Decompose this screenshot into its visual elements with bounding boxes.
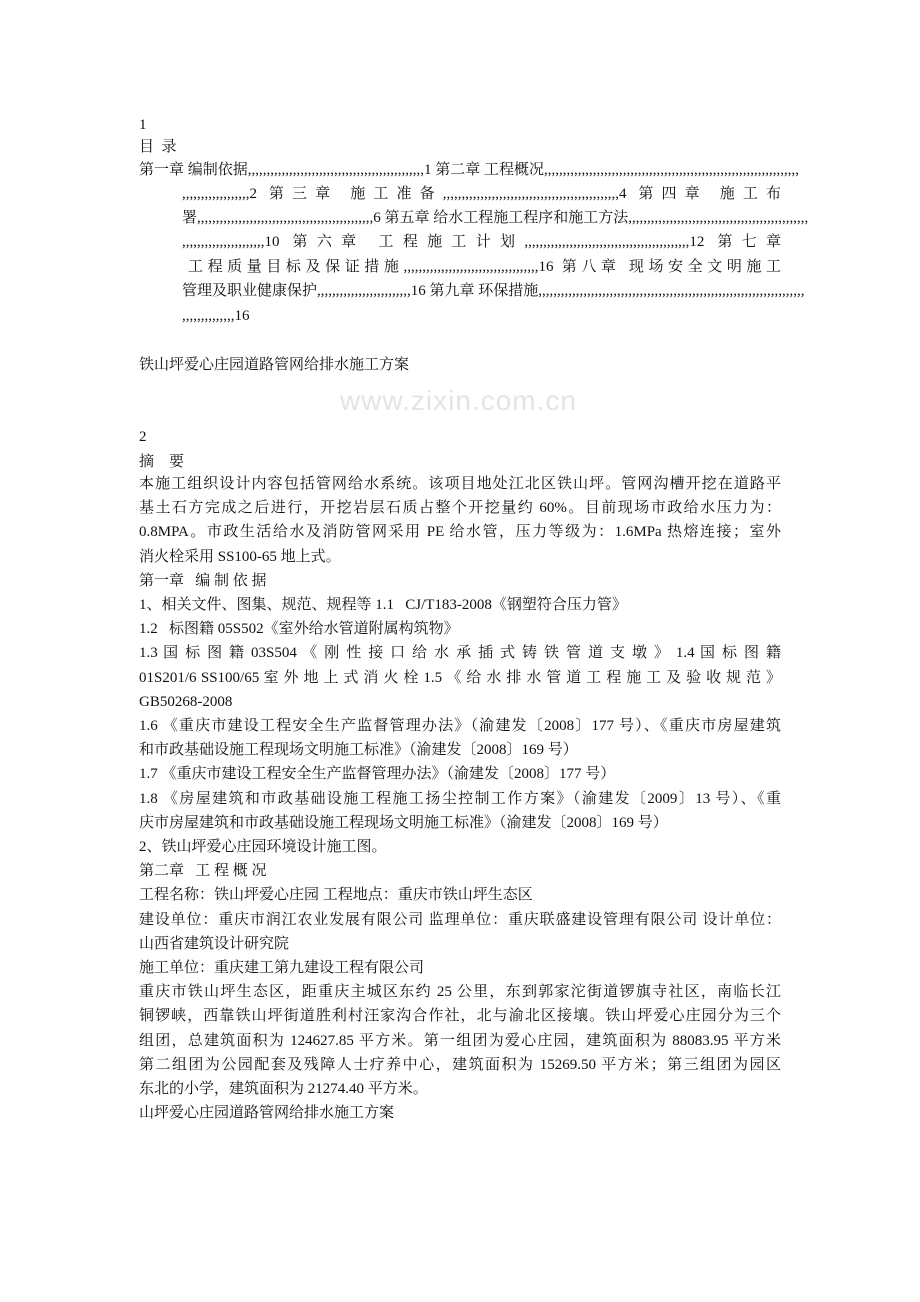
toc-line: 署,,,,,,,,,,,,,,,,,,,,,,,,,,,,,,,,,,,,,,,,,,,,,,,6 第五章 给水工程施工程序和施工方法,,,,,,,,,,,,,,,,,,,,,,,,,,,,,,,,,,,,,,,,,,,,,,,, <box>182 210 809 226</box>
body-line: 本施工组织设计内容包括管网给水系统。该项目地处江北区铁山坪。管网沟槽开挖在道路平 <box>139 476 781 492</box>
toc-line: 第一章 编制依据,,,,,,,,,,,,,,,,,,,,,,,,,,,,,,,,,,,,,,,,,,,,,,,1 第二章 工程概况,,,,,,,,,,,,,,,,,,,,,,,,,,,,,,,,,,,,,,,,,,,,,,,,,,,,,,,,,,,,,,,,,,,, <box>139 162 800 178</box>
body-line: 工程名称：铁山坪爱心庄园 工程地点：重庆市铁山坪生态区 <box>139 887 533 904</box>
body-line: 组团，总建筑面积为 124627.85 平方米。第一组团为爱心庄园，建筑面积为 88083.95 平方米 <box>139 1032 781 1049</box>
body-line: 施工单位：重庆建工第九建设工程有限公司 <box>139 960 425 976</box>
page-number: 1 <box>139 117 147 133</box>
body-line: 2、铁山坪爱心庄园环境设计施工图。 <box>139 839 387 855</box>
toc-line: ,,,,,,,,,,,,,,,,,,,,,,10 第六章 工程施工计划,,,,,,,,,,,,,,,,,,,,,,,,,,,,,,,,,,,,,,,,,,,,12 第七章 <box>182 234 781 250</box>
body-line: 和市政基础设施工程现场文明施工标准》（渝建发〔2008〕169 号） <box>139 742 578 759</box>
toc-line: ,,,,,,,,,,,,,,16 <box>182 308 250 324</box>
watermark: www.zixin.com.cn <box>340 385 577 416</box>
body-line: GB50268-2008 <box>139 693 233 710</box>
body-line: 1、相关文件、图集、规范、规程等 1.1 CJ/T183-2008《钢塑符合压力管》 <box>139 597 627 613</box>
body-line: 消火栓采用 SS100-65 地上式。 <box>139 548 341 565</box>
toc-line: ,,,,,,,,,,,,,,,,,,2 第三章 施工准备,,,,,,,,,,,,,,,,,,,,,,,,,,,,,,,,,,,,,,,,,,,,,,,4 第四章 施工布 <box>182 186 781 202</box>
abstract-heading: 摘 要 <box>139 454 185 470</box>
body-line: 重庆市铁山坪生态区，距重庆主城区东约 25 公里，东到郭家沱街道锣旗寺社区，南临长江 <box>139 984 781 1001</box>
body-line: 1.6 《重庆市建设工程安全生产监督管理办法》（渝建发〔2008〕177 号）、《重庆市房屋建筑 <box>139 718 781 734</box>
document-title: 铁山坪爱心庄园道路管网给排水施工方案 <box>139 357 410 373</box>
body-line: 基土石方完成之后进行，开挖岩层石质占整个开挖量约 60%。目前现场市政给水压力为： <box>139 500 781 517</box>
toc-line: 工程质量目标及保证措施,,,,,,,,,,,,,,,,,,,,,,,,,,,,,,,,,,,,16 第八章 现场安全文明施工 <box>188 259 781 275</box>
body-line: 01S201/6 SS100/65 室 外 地 上 式 消 火 栓 1.5 《 给 水 排 水 管 道 工 程 施 工 及 验 收 规 范 》 <box>139 669 781 686</box>
toc-heading: 目 录 <box>139 139 177 155</box>
body-line: 0.8MPA。市政生活给水及消防管网采用 PE 给水管，压力等级为：1.6MPa 热熔连接；室外 <box>139 524 781 541</box>
body-line: 1.8 《房屋建筑和市政基础设施工程施工扬尘控制工作方案》（渝建发〔2009〕13 号）、《重 <box>139 790 781 807</box>
toc-line: 管理及职业健康保护,,,,,,,,,,,,,,,,,,,,,,,,,16 第九章 环保措施,,,,,,,,,,,,,,,,,,,,,,,,,,,,,,,,,,,,,,,,,,,,,,,,,,,,,,,,,,,,,,,,,,,,,,, <box>182 283 805 299</box>
body-line: 山西省建筑设计研究院 <box>139 935 290 952</box>
body-line: 1.2 标图籍 05S502《室外给水管道附属构筑物》 <box>139 621 459 638</box>
body-line: 1.7 《重庆市建设工程安全生产监督管理办法》（渝建发〔2008〕177 号） <box>139 766 616 783</box>
body-line: 第二组团为公园配套及残障人士疗养中心，建筑面积为 15269.50 平方米；第三组团为园区 <box>139 1056 781 1073</box>
chapter-heading: 第二章 工 程 概 况 <box>139 863 267 880</box>
body-line: 1.3 国 标 图 籍 03S504 《 刚 性 接 口 给 水 承 插 式 铸 铁 管 道 支 墩 》 1.4 国 标 图 籍 <box>139 645 781 662</box>
chapter-heading: 第一章 编 制 依 据 <box>139 572 267 589</box>
body-line: 铜锣峡，西靠铁山坪街道胜利村汪家沟合作社，北与渝北区接壤。铁山坪爱心庄园分为三个 <box>139 1008 781 1025</box>
body-line: 建设单位：重庆市润江农业发展有限公司 监理单位：重庆联盛建设管理有限公司 设计单位： <box>139 911 781 928</box>
document-title: 山坪爱心庄园道路管网给排水施工方案 <box>139 1105 395 1122</box>
body-line: 东北的小学，建筑面积为 21274.40 平方米。 <box>139 1081 428 1097</box>
page-number: 2 <box>139 429 147 445</box>
body-line: 庆市房屋建筑和市政基础设施工程现场文明施工标准》（渝建发〔2008〕169 号） <box>139 814 668 831</box>
